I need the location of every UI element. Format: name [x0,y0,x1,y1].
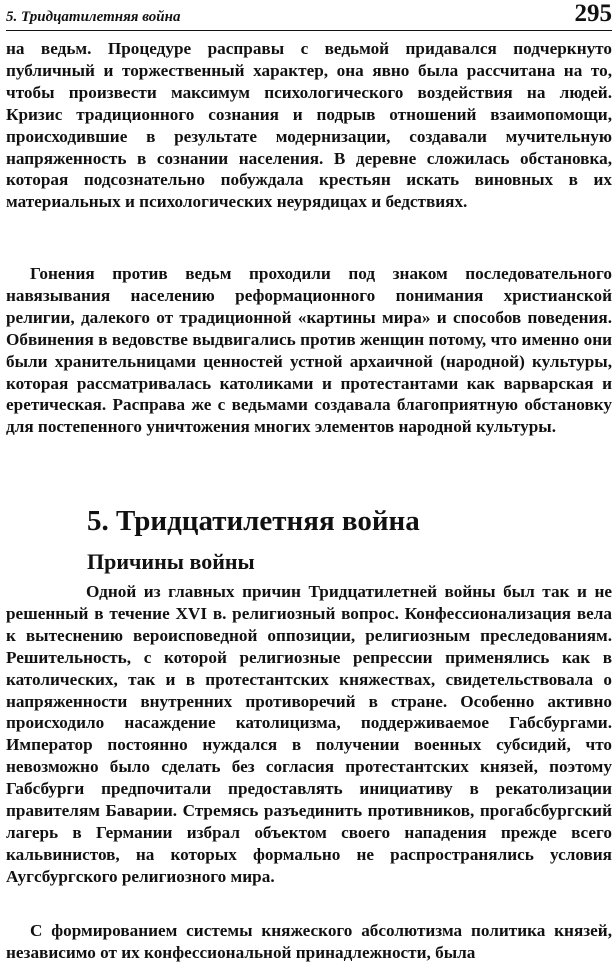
paragraph-2 [6,263,612,438]
page-header [6,0,612,31]
paragraph-2-text: Гонения против ведьм проходили под знаком последовательного навязывания населению реформационного понимания христианской религии, далекого от традиционной «картины мира» и способов поведения. Обвинения в ведовстве выдвигались против женщин потому, что именно они были хранительницами ценностей устной архаичной (народной) культуры, которая рассматривалась католиками и протестантами как варварская и еретическая. Расправа же с ведьмами создавала благоприятную обстановку для постепенного уничтожения многих элементов народной культуры. [6,264,612,437]
running-head: 5. Тридцатилетняя война [6,9,181,25]
paragraph-4-text: С формированием системы княжеского абсолютизма политика князей, независимо от их конфессиональной принадлежности, была [6,921,612,962]
page-number: 295 [574,0,612,27]
paragraph-3 [6,581,612,888]
paragraph-3-text: Одной из главных причин Тридцатилетней войны был так и не решенный в течение XVI в. религиозный вопрос. Конфессионализация вела к вытеснению вероисповедной оппозиции, религиозным преследованиям. Решительность, с которой религиозные репрессии применялись как в католических, так и в протестантских княжествах, свидетельствовала о напряженности внутренних противоречий в стране. Особенно активно происходило насаждение католицизма, поддерживаемое Габсбургами. Император постоянно нуждался в получении военных субсидий, что невозможно было сделать без согласия протестантских князей, поэтому Габсбурги предпочитали предоставлять инициативу в рекатолизации правителям Баварии. Стремясь разъединить противников, прогабсбургский лагерь в Германии избрал объектом своего нападения прежде всего кальвинистов, на которых формально не распространялись условия Аугсбургского религиозного мира. [6,582,612,886]
paragraph-1: на ведьм. Процедуре расправы с ведьмой придавался подчеркнуто публичный и торжественный характер, она явно была рассчитана на то, чтобы произвести максимум психологического воздействия на людей. Кризис традиционного сознания и подрыв отношений взаимопомощи, происходившие в результате модернизации, создавали мучительную напряженность в сознании населения. В деревне сложилась обстановка, которая подсознательно побуждала крестьян искать виновных в их материальных и психологических неурядицах и бедствиях. [6,39,612,212]
section-title: Причины войны [87,549,255,574]
paragraph-4 [6,920,612,964]
chapter-title: 5. Тридцатилетняя война [87,505,420,537]
